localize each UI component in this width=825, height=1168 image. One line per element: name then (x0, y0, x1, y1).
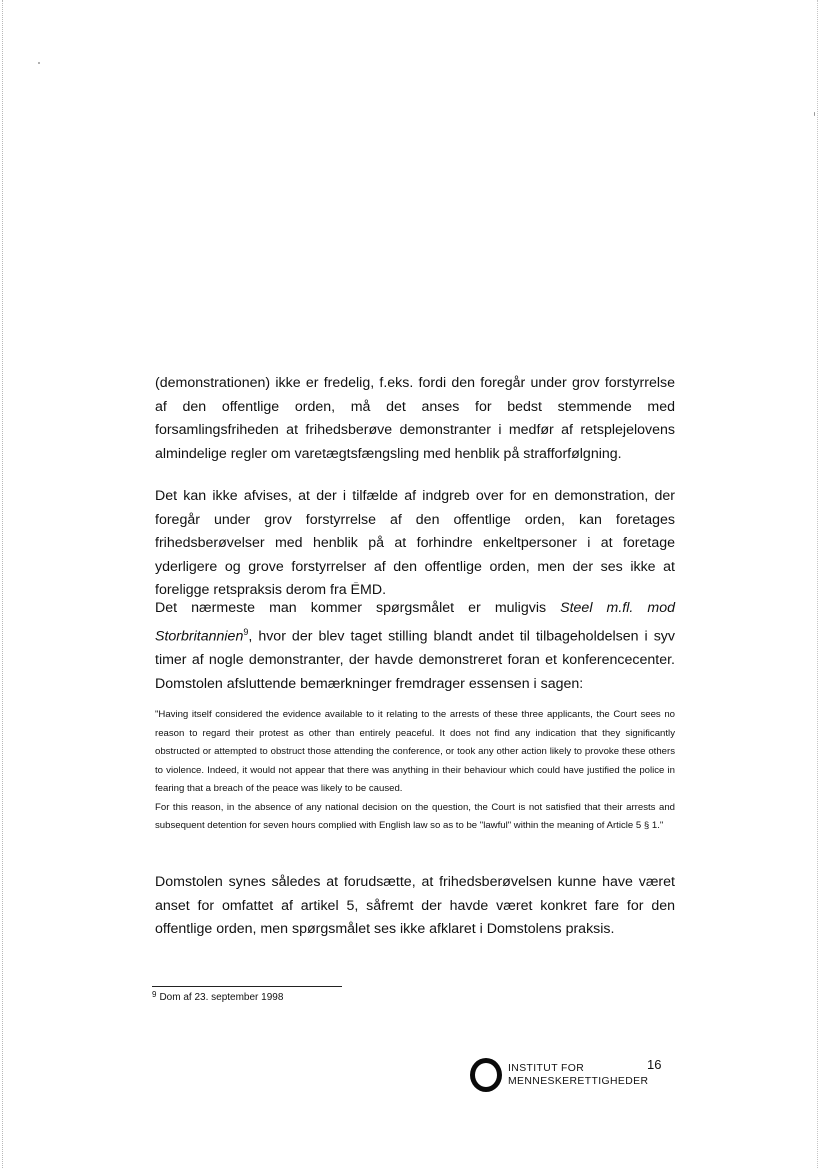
institute-logo-icon (470, 1058, 502, 1092)
logo-line-1: INSTITUT FOR (508, 1063, 585, 1074)
court-quote (155, 706, 675, 836)
scan-speck (814, 112, 815, 116)
paragraph-3-rest: , hvor der blev taget stilling blandt andet til tilbageholdelsen i syv timer af nogle demonstranter, der havde demonstreret foran et konferencecenter. Domstolen afsluttende bemærkninger fremdrager essensen i sagen: (155, 628, 675, 692)
footnote-divider (152, 986, 342, 987)
scan-edge-left (2, 0, 4, 1168)
institute-logo-text (508, 1063, 648, 1088)
quote-paragraph-2: For this reason, in the absence of any national decision on the question, the Court is not satisfied that their arrests and subsequent detention for seven hours complied with English law so as to be "lawful" within the meaning of Article 5 § 1." (155, 801, 675, 831)
body-paragraph-3 (155, 597, 675, 696)
footnote-text: Dom af 23. september 1998 (159, 992, 284, 1003)
scan-edge-right (817, 0, 819, 1168)
case-name: Steel m.fl. mod Storbritannien (155, 600, 675, 645)
paragraph-3-lead: Det nærmeste man kommer spørgsmålet er muligvis (155, 600, 561, 616)
footnote (152, 990, 283, 1003)
page-number: 16 (647, 1057, 662, 1072)
quote-paragraph-1: "Having itself considered the evidence available to it relating to the arrests of these three applicants, the Court sees no reason to regard their protest as other than entirely peaceful. It does not find any indication that they significantly obstructed or attempted to obstruct those attending the conference, or took any other action likely to provoke these others to violence. Indeed, it would not appear that there was anything in their behaviour which could have justified the police in fearing that a breach of the peace was likely to be caused. (155, 709, 675, 794)
logo-line-2: MENNESKERETTIGHEDER (508, 1075, 649, 1087)
conclusion-paragraph: Domstolen synes således at forudsætte, at frihedsberøvelsen kunne have været anset for omfattet af artikel 5, såfremt der havde været konkret fare for den offentlige orden, men spørgsmålet ses ikke afklaret i Domstolens praksis. (155, 874, 675, 938)
footnote-number: 9 (152, 990, 157, 999)
scan-speck (38, 62, 40, 64)
body-paragraph-1: (demonstrationen) ikke er fredelig, f.eks. fordi den foregår under grov forstyrrelse af den offentlige orden, må det anses for bedst stemmende med forsamlingsfriheden at frihedsberøve demonstranter i medfør af retsplejelovens almindelige regler om varetægtsfængsling med henblik på strafforfølgning. (155, 375, 675, 462)
body-paragraph-2: Det kan ikke afvises, at der i tilfælde af indgreb over for en demonstration, der foregår under grov forstyrrelse af den offentlige orden, kan foretages frihedsberøvelser med henblik på at forhindre enkeltpersoner i at foretage yderligere og grove forstyrrelser af den offentlige orden, men der ses ikke at foreligge retspraksis derom fra EMD. (155, 488, 675, 599)
footnote-reference: 9 (243, 626, 249, 637)
